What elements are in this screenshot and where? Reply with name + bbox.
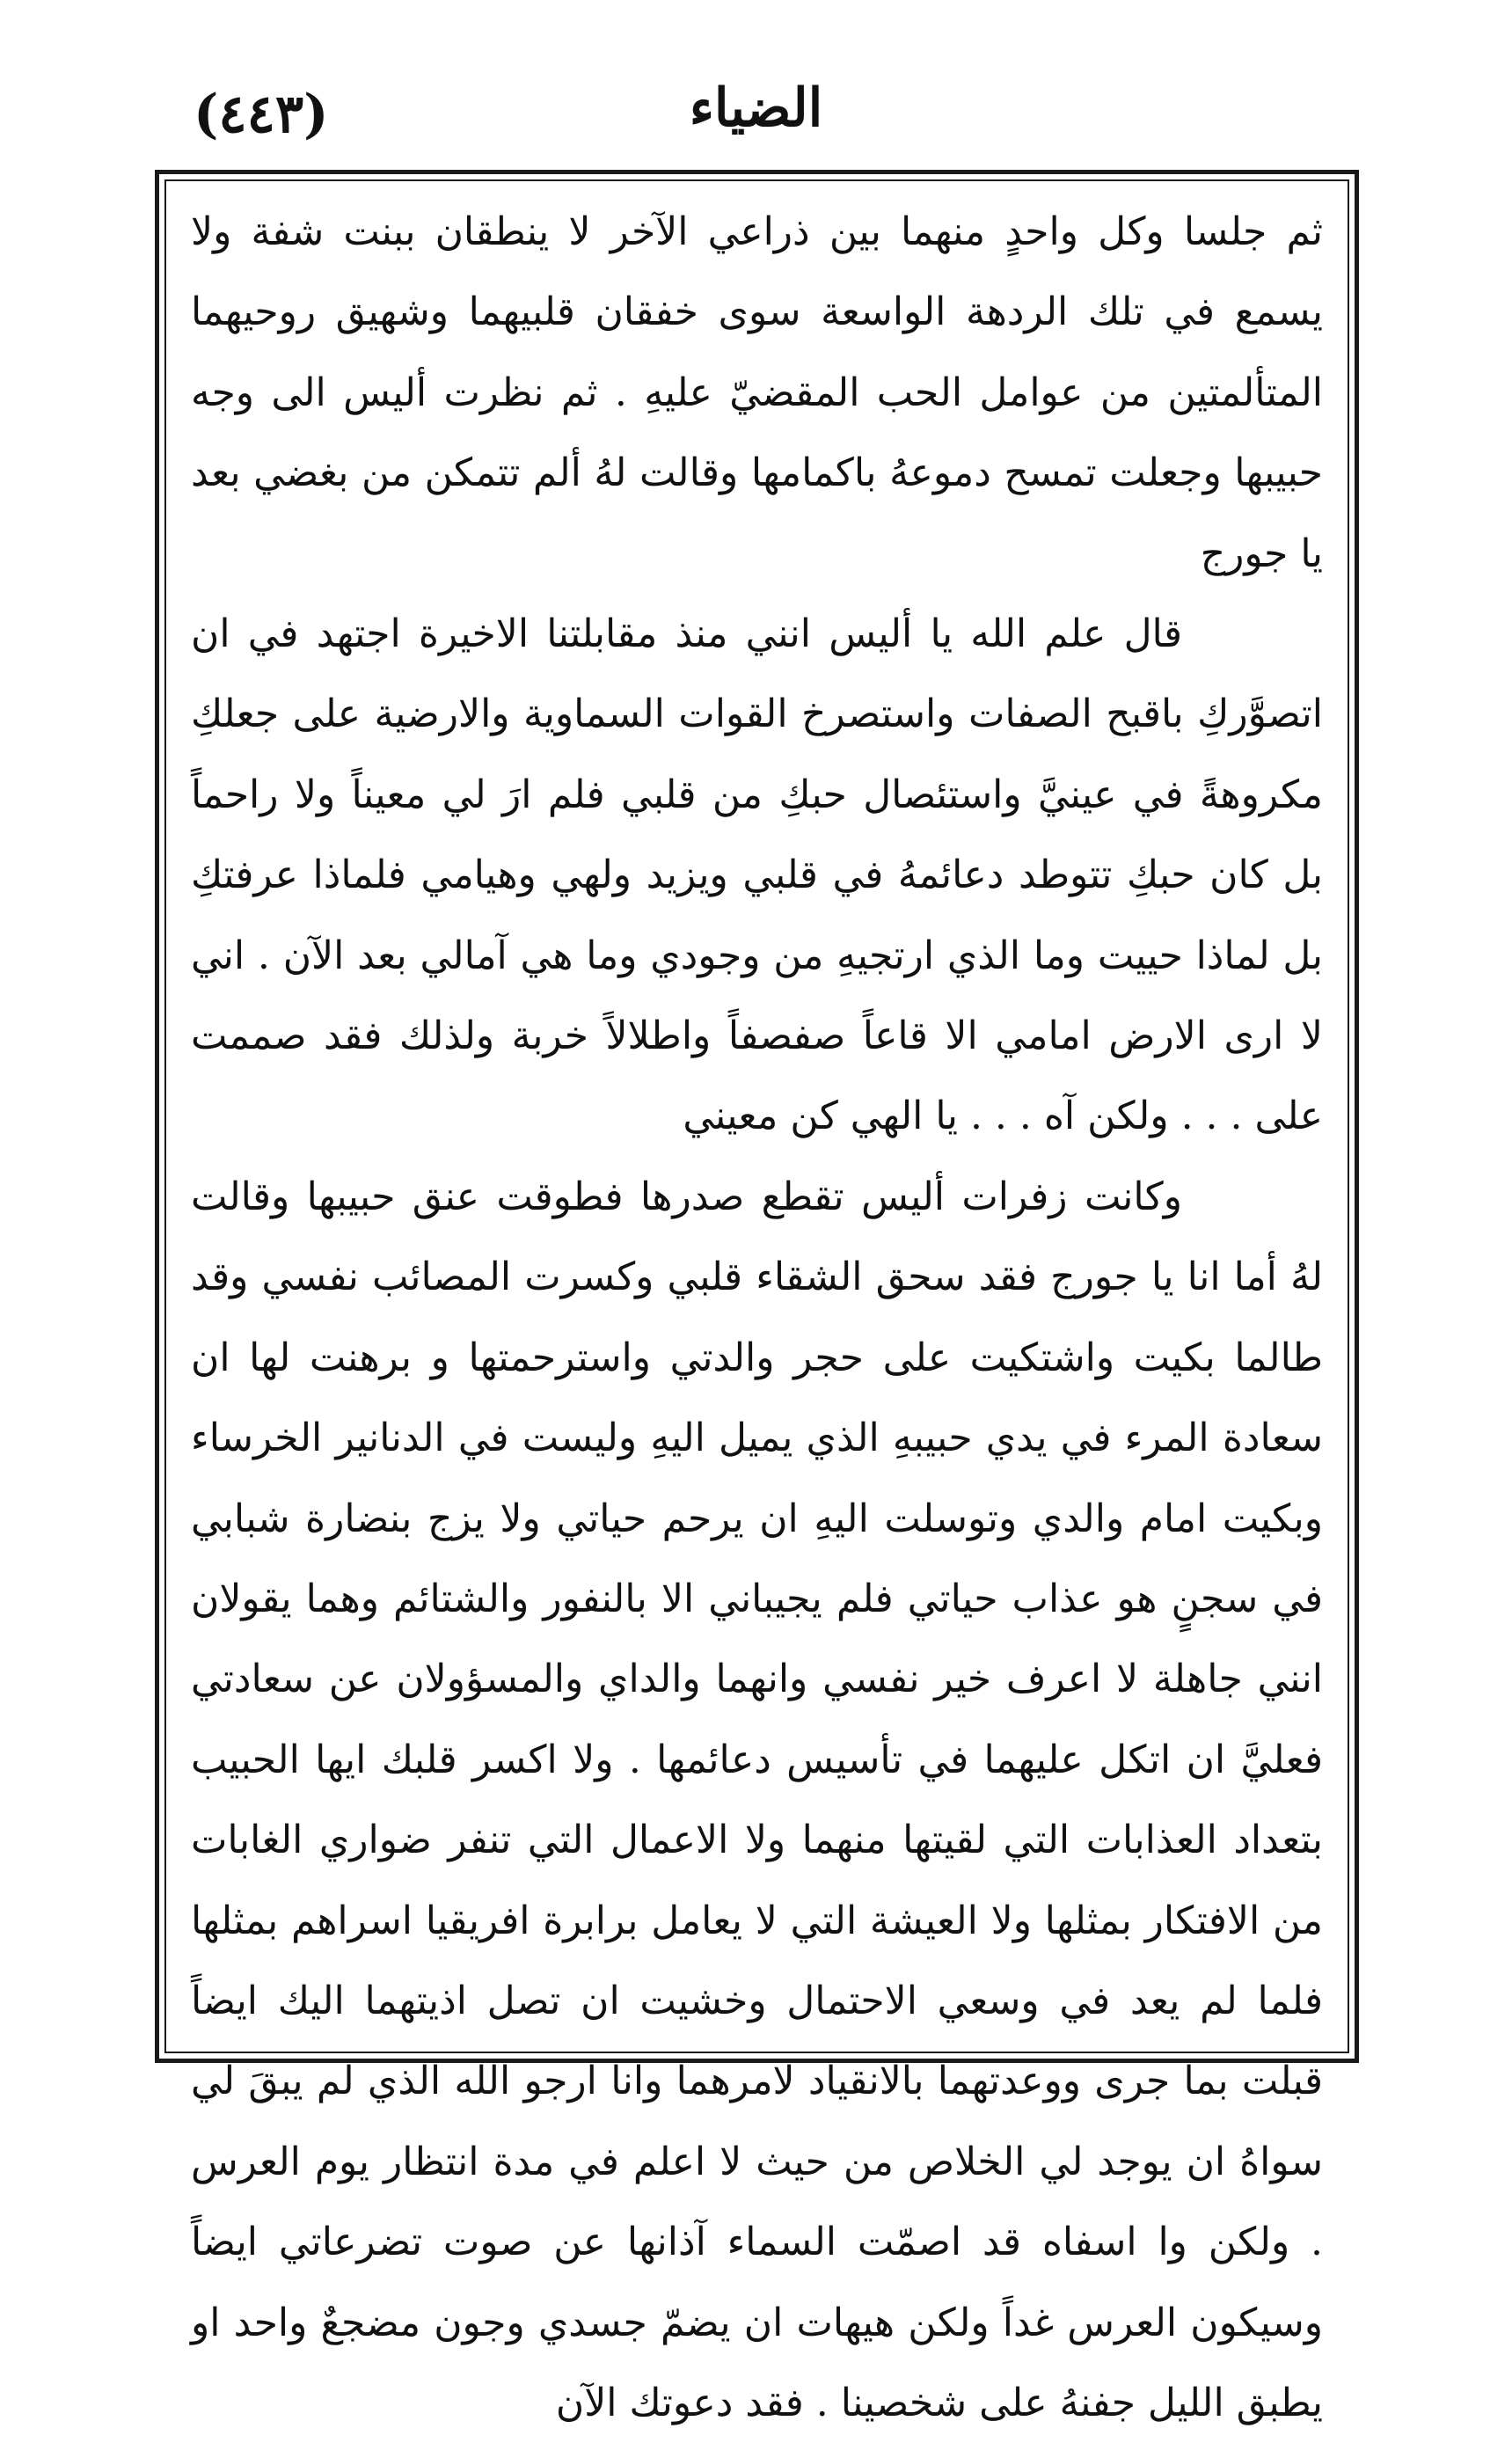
page-header	[167, 62, 1345, 158]
article-body	[191, 192, 1323, 2425]
paragraph-george-speech: قال علم الله يا أليس انني منذ مقابلتنا الاخيرة اجتهد في ان اتصوَّركِ باقبح الصفات واستصرخ القوات السماوية والارضية على جعلكِ مكروهةً في عينيَّ واستئصال حبكِ من قلبي فلم ارَ لي معيناً ولا راحماً بل كان حبكِ تتوطد دعائمهُ في قلبي ويزيد ولهي وهيامي فلماذا عرفتكِ بل لماذا حييت وما الذي ارتجيهِ من وجودي وما هي آمالي بعد الآن . اني لا ارى الارض امامي الا قاعاً صفصفاً واطلالاً خربة ولذلك فقد صممت على . . . ولكن آه . . . يا الهي كن معيني	[191, 611, 1323, 1139]
paragraph-continued: ثم جلسا وكل واحدٍ منهما بين ذراعي الآخر لا ينطقان ببنت شفة ولا يسمع في تلك الردهة الواسعة سوى خفقان قلبيهما وشهيق روحيهما المتألمتين من عوامل الحب المقضيّ عليهِ . ثم نظرت أليس الى وجه حبيبها وجعلت تمسح دموعهُ باكمامها وقالت لهُ ألم تتمكن من بغضي بعد يا جورج	[191, 209, 1323, 576]
page-number: (٤٤٣)	[194, 84, 329, 145]
journal-title: الضياء	[689, 77, 823, 139]
page-border-inner	[164, 179, 1349, 2425]
paragraph-alice-speech: وكانت زفرات أليس تقطع صدرها فطوقت عنق حبيبها وقالت لهُ أما انا يا جورج فقد سحق الشقاء قلبي وكسرت المصائب نفسي وقد طالما بكيت واشتكيت على حجر والدتي واسترحمتها و برهنت لها ان سعادة المرء في يدي حبيبهِ الذي يميل اليهِ وليست في الدنانير الخرساء وبكيت امام والدي وتوسلت اليهِ ان يرحم حياتي ولا يزج بنضارة شبابي في سجنٍ هو عذاب حياتي فلم يجيباني الا بالنفور والشتائم وهما يقولان انني جاهلة لا اعرف خير نفسي وانهما والداي والمسؤولان عن سعادتي فعليَّ ان اتكل عليهما في تأسيس دعائمها . ولا اكسر قلبك ايها الحبيب بتعداد العذابات التي لقيتها منهما ولا الاعمال التي تنفر ضواري الغابات من الافتكار بمثلها ولا العيشة التي لا يعامل برابرة افريقيا اسراهم بمثلها فلما لم يعد في وسعي الاحتمال وخشيت ان تصل اذيتهما اليك ايضاً قبلت بما جرى ووعدتهما بالانقياد لامرهما وانا ارجو الله الذي لم يبقَ لي سواهُ ان يوجد لي الخلاص من حيث لا اعلم في مدة انتظار يوم العرس . ولكن وا اسفاه قد اصمّت السماء آذانها عن صوت تضرعاتي ايضاً وسيكون العرس غداً ولكن هيهات ان يضمّ جسدي وجون مضجعٌ واحد او يطبق الليل جفنهُ على شخصينا . فقد دعوتك الآن	[191, 1174, 1323, 2425]
page-border	[155, 170, 1359, 2425]
